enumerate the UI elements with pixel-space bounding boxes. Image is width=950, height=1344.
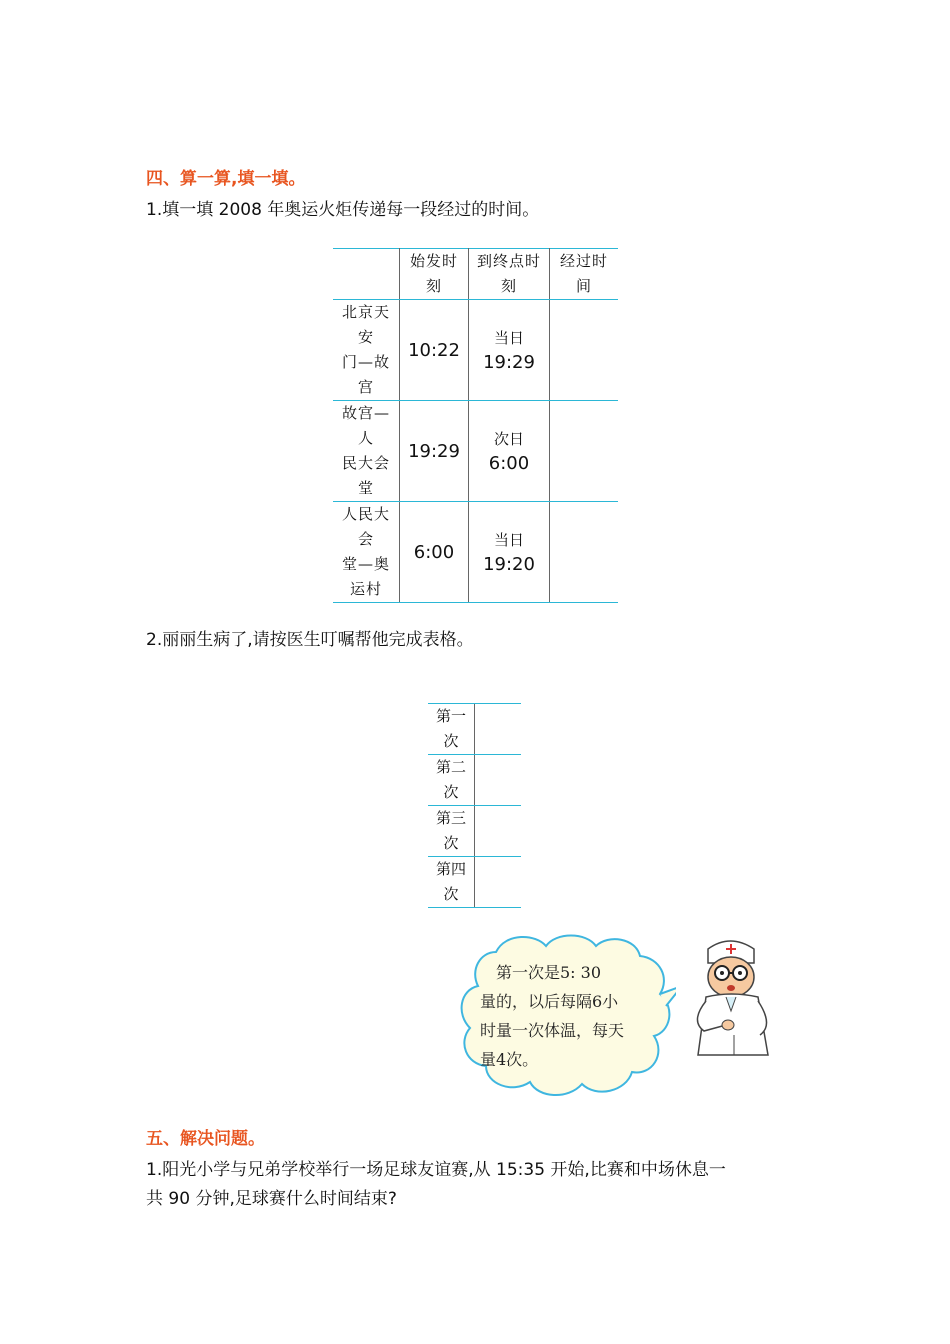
route-cell: 北京天 安 门—故 宫	[333, 300, 400, 401]
start-time-cell: 19:29	[400, 401, 469, 502]
question-2-text: 2.丽丽生病了,请按医生叮嘱帮他完成表格。	[146, 630, 474, 650]
measure-label-cell: 第二 次	[428, 755, 475, 806]
header-elapsed-time: 经过时 间	[550, 249, 619, 300]
end-time-cell: 次日 6:00	[469, 401, 550, 502]
route-cell: 故宫— 人 民大会 堂	[333, 401, 400, 502]
problem-1-text: 1.阳光小学与兄弟学校举行一场足球友谊赛,从 15:35 开始,比赛和中场休息一 共 90 分钟,足球赛什么时间结束?	[146, 1160, 726, 1209]
measure-time-input-cell[interactable]	[475, 704, 522, 755]
temperature-schedule-table	[428, 703, 521, 908]
measure-time-input-cell[interactable]	[475, 857, 522, 908]
doctor-illustration-icon	[680, 935, 780, 1075]
start-time-cell: 6:00	[400, 502, 469, 603]
end-time-cell: 当日 19:20	[469, 502, 550, 603]
question-1-text: 1.填一填 2008 年奥运火炬传递每一段经过的时间。	[146, 200, 540, 220]
measure-time-input-cell[interactable]	[475, 806, 522, 857]
header-end-time: 到终点时 刻	[469, 249, 550, 300]
measure-label-cell: 第四 次	[428, 857, 475, 908]
end-time-cell: 当日 19:29	[469, 300, 550, 401]
start-time-cell: 10:22	[400, 300, 469, 401]
doctor-instruction: 第一次是5: 30 量的，以后每隔6小 时量一次体温，每天 量4次。	[480, 963, 625, 1069]
table-row	[428, 704, 521, 755]
header-route	[333, 249, 400, 300]
elapsed-input-cell[interactable]	[550, 300, 619, 401]
route-cell: 人民大 会 堂—奥 运村	[333, 502, 400, 603]
header-start-time: 始发时 刻	[400, 249, 469, 300]
table-row	[428, 857, 521, 908]
table-row	[428, 755, 521, 806]
section-5-heading: 五、解决问题。	[146, 1129, 265, 1149]
elapsed-input-cell[interactable]	[550, 401, 619, 502]
measure-label-cell: 第一 次	[428, 704, 475, 755]
table-row	[333, 300, 618, 401]
table-row	[428, 806, 521, 857]
elapsed-input-cell[interactable]	[550, 502, 619, 603]
torch-relay-table	[333, 248, 618, 603]
table-row	[333, 401, 618, 502]
table-header-row	[333, 249, 618, 300]
measure-label-cell: 第三 次	[428, 806, 475, 857]
measure-time-input-cell[interactable]	[475, 755, 522, 806]
table-row	[333, 502, 618, 603]
section-4-heading: 四、算一算,填一填。	[146, 169, 306, 189]
